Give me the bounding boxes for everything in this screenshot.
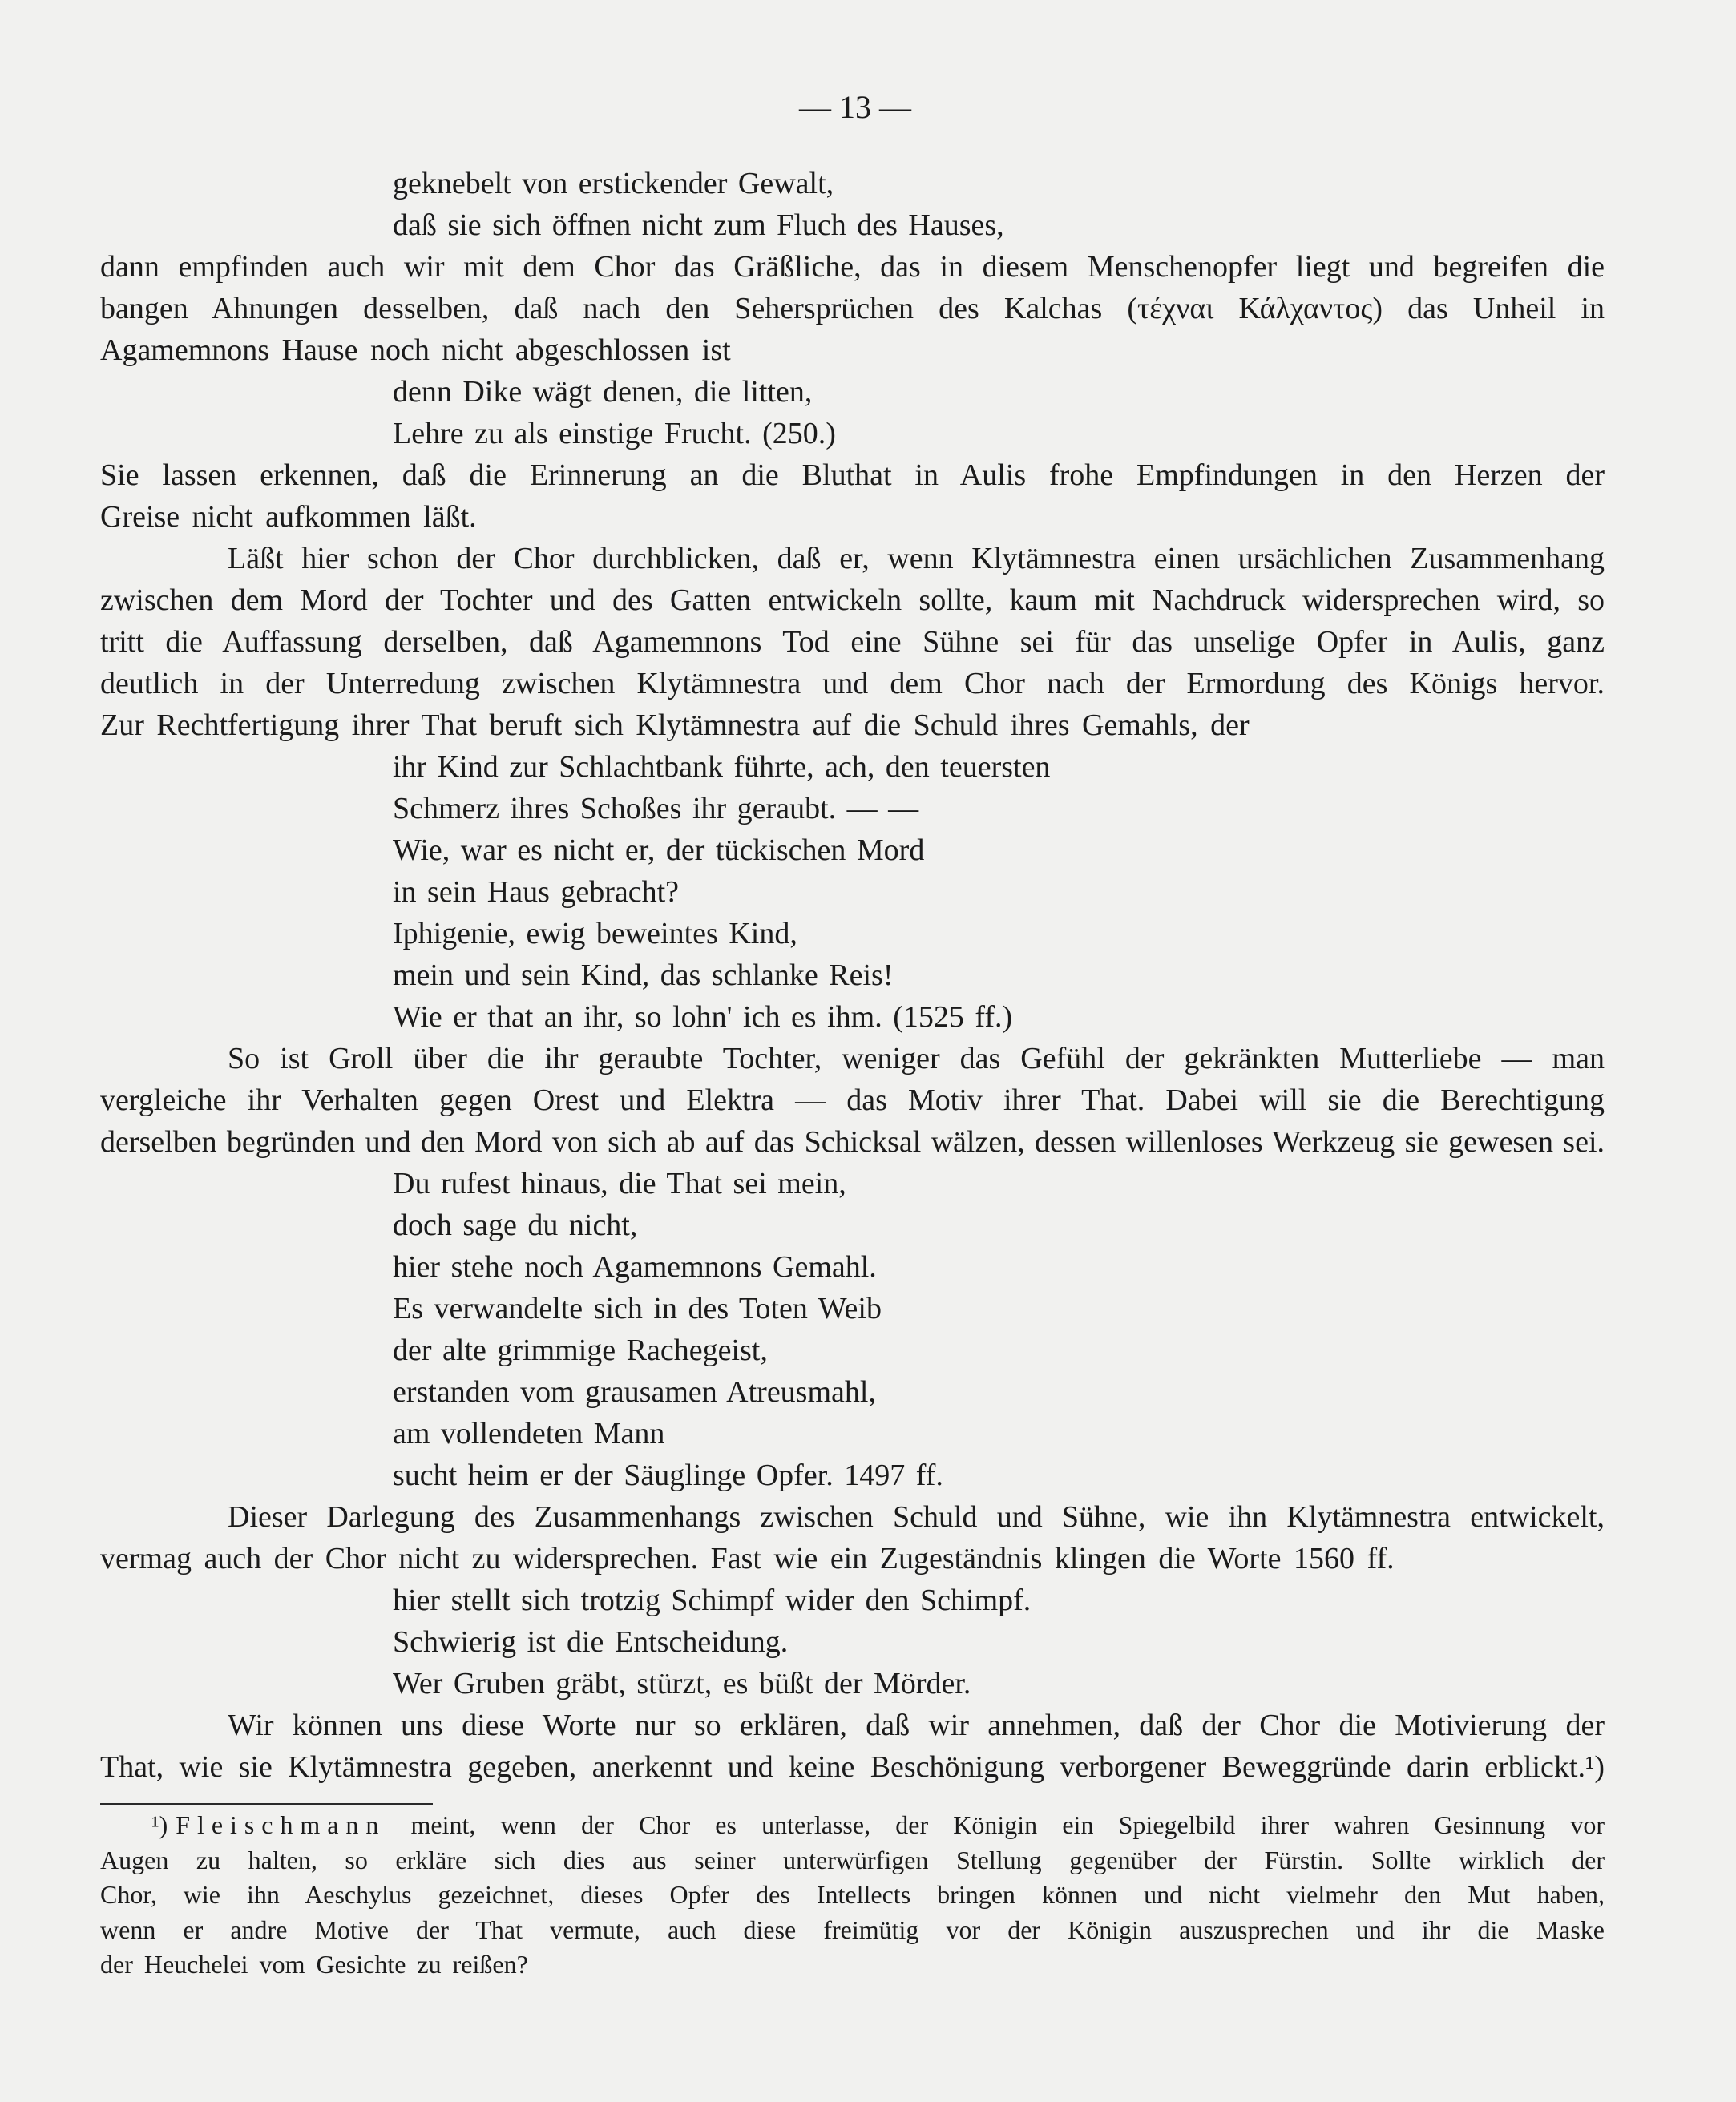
- verse-line: der alte grimmige Rachegeist,: [393, 1333, 768, 1367]
- body-line: derselben begründen und den Mord von sich ab auf das Schicksal wälzen, dessen willenloses Werkzeug sie gewesen sei.: [100, 1125, 1605, 1159]
- body-line: Zur Rechtfertigung ihrer That beruft sich Klytämnestra auf die Schuld ihres Gemahls, der: [100, 708, 1250, 742]
- body-line: bangen Ahnungen desselben, daß nach den Sehersprüchen des Kalchas (τέχναι Κάλχαντος) das Unheil in: [100, 292, 1605, 325]
- body-line: Sie lassen erkennen, daß die Erinnerung an die Bluthat in Aulis frohe Empfindungen in den Herzen der: [100, 458, 1605, 492]
- verse-line: Du rufest hinaus, die That sei mein,: [393, 1167, 846, 1200]
- footnote-text: meint, wenn der Chor es unterlasse, der Königin ein Spiegelbild ihrer wahren Gesinnung vor: [386, 1810, 1605, 1839]
- verse-line: denn Dike wägt denen, die litten,: [393, 375, 813, 409]
- footnote: [100, 1808, 1605, 1983]
- body-line: Agamemnons Hause noch nicht abgeschlossen ist: [100, 333, 731, 367]
- body-line: vergleiche ihr Verhalten gegen Orest und Elektra — das Motiv ihrer That. Dabei will sie die Berechtigung: [100, 1083, 1605, 1117]
- body-line: vermag auch der Chor nicht zu widersprechen. Fast wie ein Zugeständnis klingen die Worte 1560 ff.: [100, 1542, 1395, 1575]
- paragraph-first-line: So ist Groll über die ihr geraubte Tochter, weniger das Gefühl der gekränkten Mutterliebe — man: [228, 1042, 1605, 1075]
- verse-line: erstanden vom grausamen Atreusmahl,: [393, 1375, 876, 1409]
- footnote-author: Fleischmann: [176, 1810, 386, 1839]
- footnote-rule: [100, 1803, 433, 1805]
- body-line: zwischen dem Mord der Tochter und des Gatten entwickeln sollte, kaum mit Nachdruck widersprechen wird, so: [100, 583, 1605, 617]
- footnote-line: Augen zu halten, so erkläre sich dies aus seiner unterwürfigen Stellung gegenüber der Fürstin. Sollte wirklich der: [100, 1845, 1605, 1874]
- verse-line: geknebelt von erstickender Gewalt,: [393, 167, 834, 200]
- verse-line: sucht heim er der Säuglinge Opfer. 1497 ff.: [393, 1458, 943, 1492]
- footnote-line: [100, 1808, 1605, 1843]
- verse-line: Wie, war es nicht er, der tückischen Mord: [393, 833, 925, 867]
- verse-line: Es verwandelte sich in des Toten Weib: [393, 1292, 882, 1325]
- footnote-line: der Heuchelei vom Gesichte zu reißen?: [100, 1950, 528, 1979]
- paragraph-first-line: Läßt hier schon der Chor durchblicken, daß er, wenn Klytämnestra einen ursächlichen Zusammenhang: [228, 542, 1605, 575]
- verse-line: ihr Kind zur Schlachtbank führte, ach, den teuersten: [393, 750, 1051, 784]
- verse-line: Lehre zu als einstige Frucht. (250.): [393, 417, 836, 450]
- verse-line: Schmerz ihres Schoßes ihr geraubt. — —: [393, 792, 919, 825]
- page-number: — 13 —: [799, 89, 911, 125]
- verse-line: daß sie sich öffnen nicht zum Fluch des Hauses,: [393, 208, 1004, 242]
- footnote-line: Chor, wie ihn Aeschylus gezeichnet, dieses Opfer des Intellects bringen können und nicht vielmehr den Mut haben,: [100, 1880, 1605, 1909]
- paragraph-first-line: Wir können uns diese Worte nur so erklären, daß wir annehmen, daß der Chor die Motivierung der: [228, 1709, 1605, 1742]
- verse-line: in sein Haus gebracht?: [393, 875, 680, 909]
- verse-line: hier stellt sich trotzig Schimpf wider den Schimpf.: [393, 1584, 1032, 1617]
- verse-line: Iphigenie, ewig beweintes Kind,: [393, 917, 797, 950]
- verse-line: Wer Gruben gräbt, stürzt, es büßt der Mörder.: [393, 1667, 971, 1701]
- body-line: deutlich in der Unterredung zwischen Klytämnestra und dem Chor nach der Ermordung des Königs hervor.: [100, 667, 1605, 700]
- verse-line: Wie er that an ihr, so lohn' ich es ihm. (1525 ff.): [393, 1000, 1013, 1034]
- body-line: tritt die Auffassung derselben, daß Agamemnons Tod eine Sühne sei für das unselige Opfer in Aulis, ganz: [100, 625, 1605, 659]
- body-line: dann empfinden auch wir mit dem Chor das Gräßliche, das in diesem Menschenopfer liegt und begreifen die: [100, 250, 1605, 284]
- verse-line: mein und sein Kind, das schlanke Reis!: [393, 958, 894, 992]
- verse-line: Schwierig ist die Entscheidung.: [393, 1625, 789, 1659]
- footnote-line: wenn er andre Motive der That vermute, auch diese freimütig vor der Königin auszusprechen und ihr die Maske: [100, 1914, 1605, 1944]
- body-line: That, wie sie Klytämnestra gegeben, anerkennt und keine Beschönigung verborgener Beweggründe darin erblickt.¹): [100, 1750, 1605, 1784]
- body-line: Greise nicht aufkommen läßt.: [100, 500, 477, 534]
- verse-line: am vollendeten Mann: [393, 1417, 665, 1450]
- footnote-marker: ¹): [151, 1810, 168, 1839]
- verse-line: doch sage du nicht,: [393, 1208, 638, 1242]
- verse-line: hier stehe noch Agamemnons Gemahl.: [393, 1250, 877, 1284]
- paragraph-first-line: Dieser Darlegung des Zusammenhangs zwischen Schuld und Sühne, wie ihn Klytämnestra entwickelt,: [228, 1500, 1605, 1534]
- main-text: [100, 163, 1605, 1788]
